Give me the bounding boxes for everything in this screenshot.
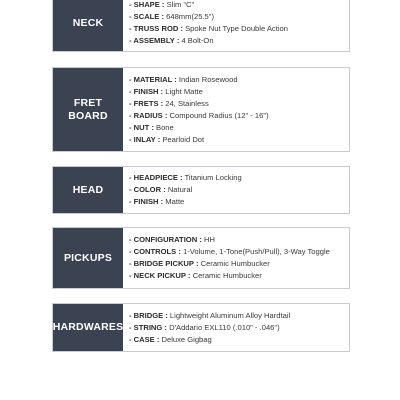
spec-row-configuration: - CONFIGURATION : HH xyxy=(129,235,215,244)
spec-list-pickups xyxy=(123,228,349,288)
spec-section-hardwares xyxy=(52,303,350,352)
spec-row-finish: - FINISH : Light Matte xyxy=(129,86,203,96)
spec-row-color: - COLOR : Natural xyxy=(129,185,193,194)
section-label-head: HEAD xyxy=(53,167,123,213)
spec-section-pickups xyxy=(52,227,350,289)
spec-row-controls: - CONTROLS : 1-Volume, 1-Tone(Push/Pull), 3-Way Toggle xyxy=(129,247,330,256)
section-label-pickups: PICKUPS xyxy=(53,228,123,288)
spec-list-head xyxy=(123,167,349,213)
section-label-hardwares: HARDWARES xyxy=(53,304,123,351)
spec-row-inlay: - INLAY : Pearloid Dot xyxy=(129,134,205,144)
spec-list-hardwares xyxy=(123,304,349,351)
spec-section-neck xyxy=(52,0,350,52)
spec-row-case: - CASE : Deluxe Gigbag xyxy=(129,334,212,344)
spec-list-fret-board xyxy=(123,68,349,151)
spec-row-scale: - SCALE : 648mm(25.5") xyxy=(129,12,214,21)
spec-row-material: - MATERIAL : Indian Rosewood xyxy=(129,74,238,84)
spec-row-truss-rod: - TRUSS ROD : Spoke Nut Type Double Action xyxy=(129,24,288,33)
spec-row-headpiece: - HEADPIECE : Titanium Locking xyxy=(129,173,242,182)
spec-row-radius: - RADIUS : Compound Radius (12" - 16") xyxy=(129,110,269,120)
spec-row-bridge: - BRIDGE : Lightweight Aluminum Alloy Hardtail xyxy=(129,310,291,320)
spec-list-neck xyxy=(123,0,349,51)
section-label-fret-board: FRET BOARD xyxy=(53,68,123,151)
spec-section-head xyxy=(52,166,350,214)
spec-row-shape: - SHAPE : Slim “C” xyxy=(129,0,194,9)
spec-row-bridge-pickup: - BRIDGE PICKUP : Ceramic Humbucker xyxy=(129,259,270,268)
section-label-neck: NECK xyxy=(53,0,123,51)
spec-row-string: - STRING : D'Addario EXL110 (.010" - .046") xyxy=(129,322,280,332)
spec-row-assembly: - ASSEMBLY : 4 Bolt-On xyxy=(129,36,214,45)
spec-row-head-finish: - FINISH : Matte xyxy=(129,197,185,206)
spec-row-frets: - FRETS : 24, Stainless xyxy=(129,98,209,108)
spec-row-nut: - NUT : Bone xyxy=(129,122,174,132)
spec-row-neck-pickup: - NECK PICKUP : Ceramic Humbucker xyxy=(129,271,262,280)
spec-section-fret-board xyxy=(52,67,350,152)
